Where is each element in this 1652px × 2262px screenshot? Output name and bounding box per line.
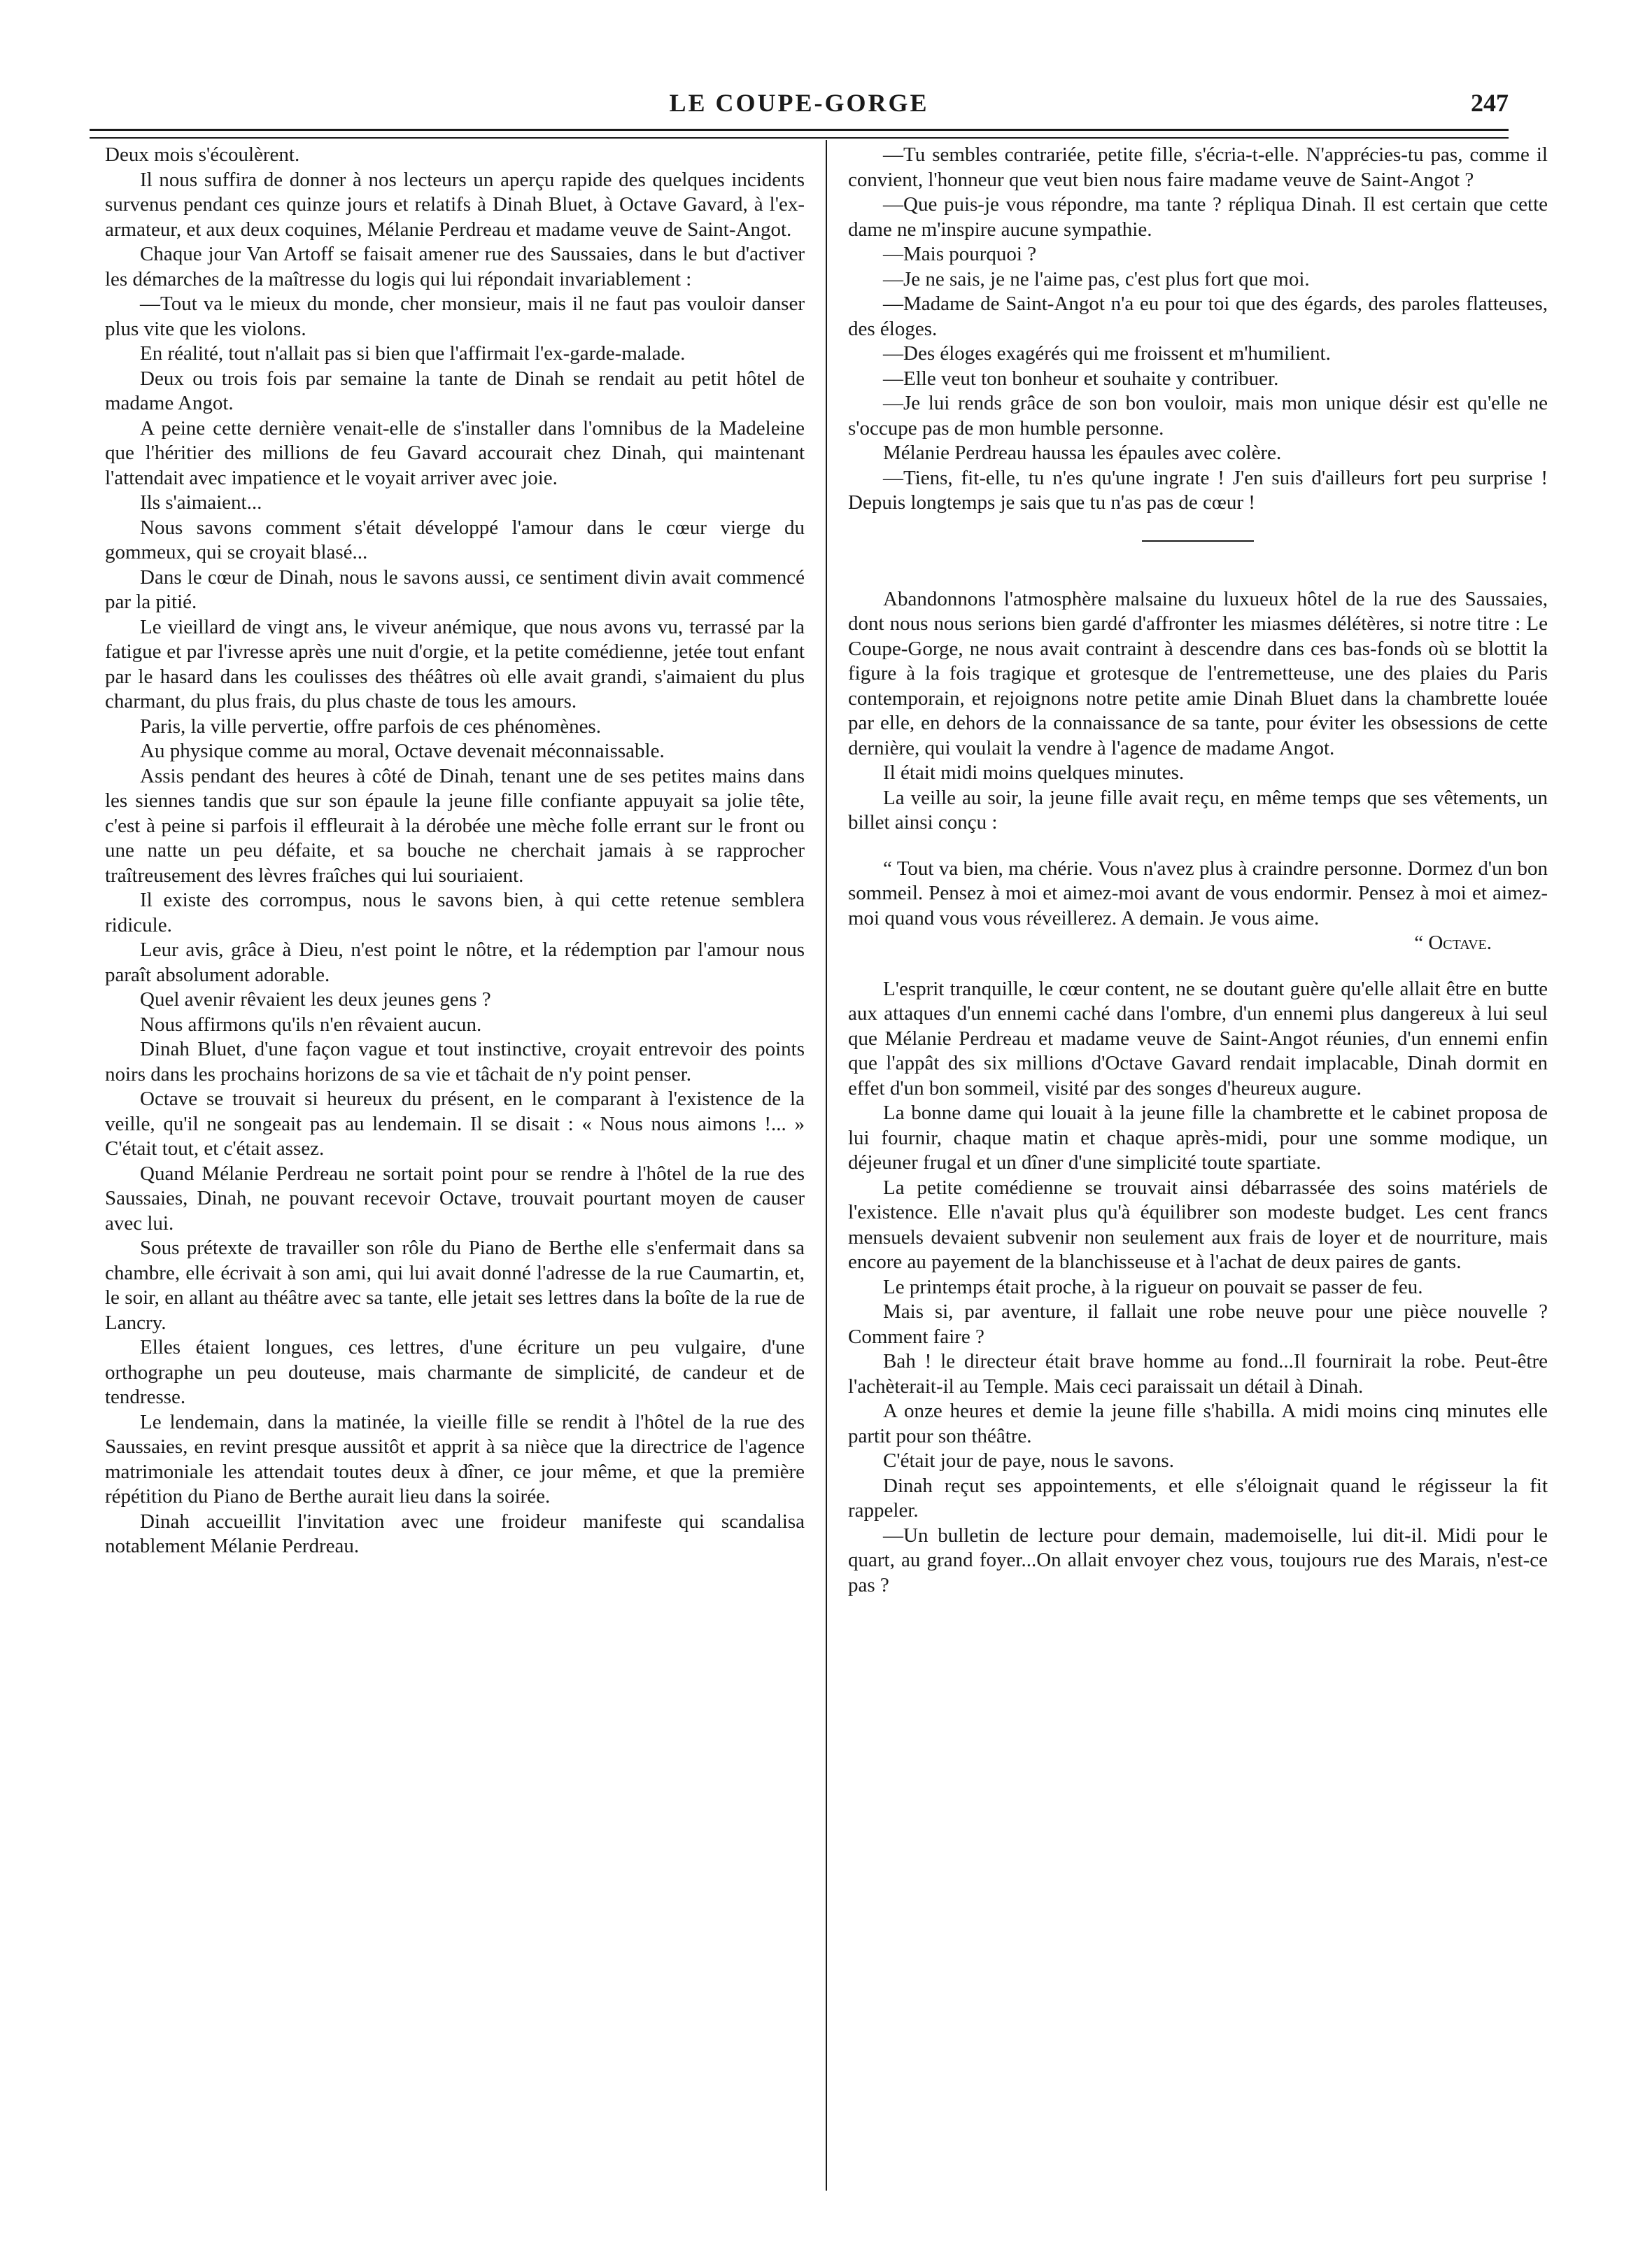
paragraph: La veille au soir, la jeune fille avait reçu, en même temps que ses vêtements, un billet ainsi conçu : (848, 786, 1548, 834)
paragraph: Octave se trouvait si heureux du présent, en le comparant à l'existence de la veille, qu'il ne songeait pas au lendemain. Il se disait : « Nous nous aimons !... » C'était tout, et c'était assez. (105, 1088, 805, 1160)
paragraph: Abandonnons l'atmosphère malsaine du luxueux hôtel de la rue des Saussaies, dont nous nous serions bien gardé d'affronter les miasmes délétères, si notre titre : Le Coupe-Gorge, ne nous avait contraint à descendre dans ces bas-fonds où se blottit la figure à la fois tragique et grotesque de l'entremetteuse, une des plaies du Paris contemporain, et rejoignons notre petite amie Dinah Bluet dans la chambrette louée par elle, en dehors de la connaissance de sa tante, pour éviter les obsessions de cette dernière, qui voulait la vendre à l'agence de madame Angot. (848, 587, 1548, 759)
letter-body: “ Tout va bien, ma chérie. Vous n'avez plus à craindre personne. Dormez d'un bon sommeil. Pensez à moi et aimez-moi avant de vous endormir. Pensez à moi et aimez-moi quand vous vous réveillerez. A demain. Je vous aime. (848, 857, 1548, 929)
paragraph: Leur avis, grâce à Dieu, n'est point le nôtre, et la rédemption par l'amour nous paraît absolument adorable. (105, 939, 805, 986)
paragraph: —Tout va le mieux du monde, cher monsieur, mais il ne faut pas vouloir danser plus vite que les violons. (105, 293, 805, 340)
letter-signature: “ Octave. (1414, 932, 1492, 954)
paragraph: —Tiens, fit-elle, tu n'es qu'une ingrate ! J'en suis d'ailleurs fort peu surprise ! Depuis longtemps je sais que tu n'as pas de cœur ! (848, 466, 1548, 514)
paragraph: —Que puis-je vous répondre, ma tante ? répliqua Dinah. Il est certain que cette dame ne m'inspire aucune sympathie. (848, 193, 1548, 241)
paragraph: Le vieillard de vingt ans, le viveur anémique, que nous avons vu, terrassé par la fatigue et par l'ivresse après une nuit d'orgie, et la petite comédienne, jetée tout enfant par le hasard dans les coulisses des théâtres où elle avait grandi, s'aimaient du plus charmant, du plus frais, du plus chaste de tous les amours. (105, 615, 805, 712)
paragraph: Mélanie Perdreau haussa les épaules avec colère. (883, 442, 1282, 464)
quoted-letter (848, 857, 1548, 956)
paragraph: Deux mois s'écoulèrent. (105, 143, 300, 166)
section-divider (1142, 540, 1254, 542)
paragraph: L'esprit tranquille, le cœur content, ne se doutant guère qu'elle allait être en butte aux attaques d'un ennemi caché dans l'ombre, d'un ennemi plus dangereux à lui seul que Mélanie Perdreau et madame veuve de Saint-Angot réunies, d'un ennemi enfin que l'appât des six millions d'Octave Gavard rendait implacable, Dinah dormit en effet d'un bon sommeil, visité par des songes d'heureux augure. (848, 977, 1548, 1100)
paragraph: La petite comédienne se trouvait ainsi débarrassée des soins matériels de l'existence. Elle n'avait plus qu'à équilibrer son modeste budget. Les cent francs mensuels devaient subvenir non seulement aux frais de loyer et de nourriture, mais encore au payement de la blanchisseuse et à l'achat de deux paires de gants. (848, 1176, 1548, 1273)
paragraph: Dans le cœur de Dinah, nous le savons aussi, ce sentiment divin avait commencé par la pitié. (105, 566, 805, 613)
paragraph: —Tu sembles contrariée, petite fille, s'écria-t-elle. N'apprécies-tu pas, comme il convient, l'honneur que veut bien nous faire madame veuve de Saint-Angot ? (848, 143, 1548, 191)
paragraph: Le printemps était proche, à la rigueur on pouvait se passer de feu. (883, 1275, 1423, 1298)
paragraph: —Je ne sais, je ne l'aime pas, c'est plus fort que moi. (883, 267, 1310, 290)
paragraph: —Elle veut ton bonheur et souhaite y contribuer. (883, 367, 1279, 390)
paragraph: Quand Mélanie Perdreau ne sortait point pour se rendre à l'hôtel de la rue des Saussaies, Dinah, ne pouvant recevoir Octave, trouvait pourtant moyen de causer avec lui. (105, 1162, 805, 1235)
header-rule-double (90, 137, 1509, 139)
header-rule (90, 129, 1509, 131)
paragraph: Deux ou trois fois par semaine la tante de Dinah se rendait au petit hôtel de madame Angot. (105, 367, 805, 414)
paragraph: Dinah accueillit l'invitation avec une froideur manifeste qui scandalisa notablement Mélanie Perdreau. (105, 1510, 805, 1557)
spacer (848, 836, 1548, 857)
paragraph: A onze heures et demie la jeune fille s'habilla. A midi moins cinq minutes elle partit pour son théâtre. (848, 1400, 1548, 1447)
paragraph: Il nous suffira de donner à nos lecteurs un aperçu rapide des quelques incidents survenus pendant ces quinze jours et relatifs à Dinah Bluet, à Octave Gavard, à l'ex-armateur, et aux deux coquines, Mélanie Perdreau et madame veuve de Saint-Angot. (105, 168, 805, 241)
paragraph: —Mais pourquoi ? (883, 243, 1037, 265)
paragraph: Nous savons comment s'était développé l'amour dans le cœur vierge du gommeux, qui se croyait blasé... (105, 516, 805, 563)
column-separator (826, 140, 827, 2191)
left-column (105, 143, 805, 1559)
paragraph: Au physique comme au moral, Octave devenait méconnaissable. (140, 740, 665, 762)
paragraph: Le lendemain, dans la matinée, la vieille fille se rendit à l'hôtel de la rue des Saussaies, en revint presque aussitôt et apprit à sa nièce que la directrice de l'agence matrimoniale les attendait toutes deux à dîner, ce jour même, et que la première répétition du Piano de Berthe aurait lieu dans la soirée. (105, 1410, 805, 1508)
paragraph: Mais si, par aventure, il fallait une robe neuve pour une pièce nouvelle ? Comment faire ? (848, 1300, 1548, 1348)
paragraph: Elles étaient longues, ces lettres, d'une écriture un peu vulgaire, d'une orthographe un peu douteuse, mais charmante de simplicité, de candeur et de tendresse. (105, 1336, 805, 1408)
right-column (848, 143, 1548, 1598)
paragraph: Nous affirmons qu'ils n'en rêvaient aucun. (140, 1013, 482, 1036)
paragraph: Ils s'aimaient... (140, 491, 262, 514)
paragraph: Sous prétexte de travailler son rôle du Piano de Berthe elle s'enfermait dans sa chambre, elle écrivait à son ami, qui lui avait donné l'adresse de la rue Caumartin, et, le soir, en allant au théâtre avec sa tante, elle jetait ses lettres dans la boîte de la rue de Lancry. (105, 1237, 805, 1334)
paragraph: Dinah Bluet, d'une façon vague et tout instinctive, croyait entrevoir des points noirs dans les prochains horizons de sa vie et tâchait de n'y point penser. (105, 1038, 805, 1086)
spacer (848, 956, 1548, 977)
paragraph: La bonne dame qui louait à la jeune fille la chambrette et le cabinet proposa de lui fournir, chaque matin et chaque après-midi, pour une somme modique, un déjeuner frugal et un dîner d'une simplicité toute spartiate. (848, 1102, 1548, 1174)
paragraph: —Des éloges exagérés qui me froissent et m'humilient. (883, 342, 1331, 365)
paragraph: A peine cette dernière venait-elle de s'installer dans l'omnibus de la Madeleine que l'héritier des millions de feu Gavard accourait chez Dinah, qui maintenant l'attendait avec impatience et le voyait arriver avec joie. (105, 416, 805, 489)
paragraph: Quel avenir rêvaient les deux jeunes gens ? (140, 988, 491, 1011)
paragraph: Dinah reçut ses appointements, et elle s'éloignait quand le régisseur la fit rappeler. (848, 1474, 1548, 1522)
paragraph: —Un bulletin de lecture pour demain, mademoiselle, lui dit-il. Midi pour le quart, au grand foyer...On allait envoyer chez vous, toujours rue des Marais, n'est-ce pas ? (848, 1524, 1548, 1596)
paragraph: Paris, la ville pervertie, offre parfois de ces phénomènes. (140, 715, 601, 738)
paragraph: Chaque jour Van Artoff se faisait amener rue des Saussaies, dans le but d'activer les démarches de la maîtresse du logis qui lui répondait invariablement : (105, 243, 805, 290)
paragraph: Assis pendant des heures à côté de Dinah, tenant une de ses petites mains dans les siennes tandis que sur son épaule la jeune fille confiante appuyait sa jolie tête, c'est à peine si parfois il effleurait à la dérobée une mèche folle errant sur le front ou une natte un peu défaite, et sa bouche ne cherchait jamais à se rapprocher traîtreusement des lèvres fraîches qui lui souriaient. (105, 764, 805, 887)
page-number: 247 (1471, 89, 1509, 117)
paragraph: Il était midi moins quelques minutes. (883, 761, 1185, 784)
paragraph: Il existe des corrompus, nous le savons bien, à qui cette retenue semblera ridicule. (105, 889, 805, 936)
paragraph: —Madame de Saint-Angot n'a eu pour toi que des égards, des paroles flatteuses, des éloges. (848, 293, 1548, 340)
running-title: LE COUPE-GORGE (669, 89, 929, 117)
paragraph: Bah ! le directeur était brave homme au fond...Il fournirait la robe. Peut-être l'achèterait-il au Temple. Mais ceci paraissait un détail à Dinah. (848, 1350, 1548, 1398)
page-header (90, 83, 1509, 125)
paragraph: —Je lui rends grâce de son bon vouloir, mais mon unique désir est qu'elle ne s'occupe pas de mon humble personne. (848, 392, 1548, 440)
paragraph: C'était jour de paye, nous le savons. (883, 1449, 1174, 1472)
paragraph: En réalité, tout n'allait pas si bien que l'affirmait l'ex-garde-malade. (140, 342, 686, 365)
